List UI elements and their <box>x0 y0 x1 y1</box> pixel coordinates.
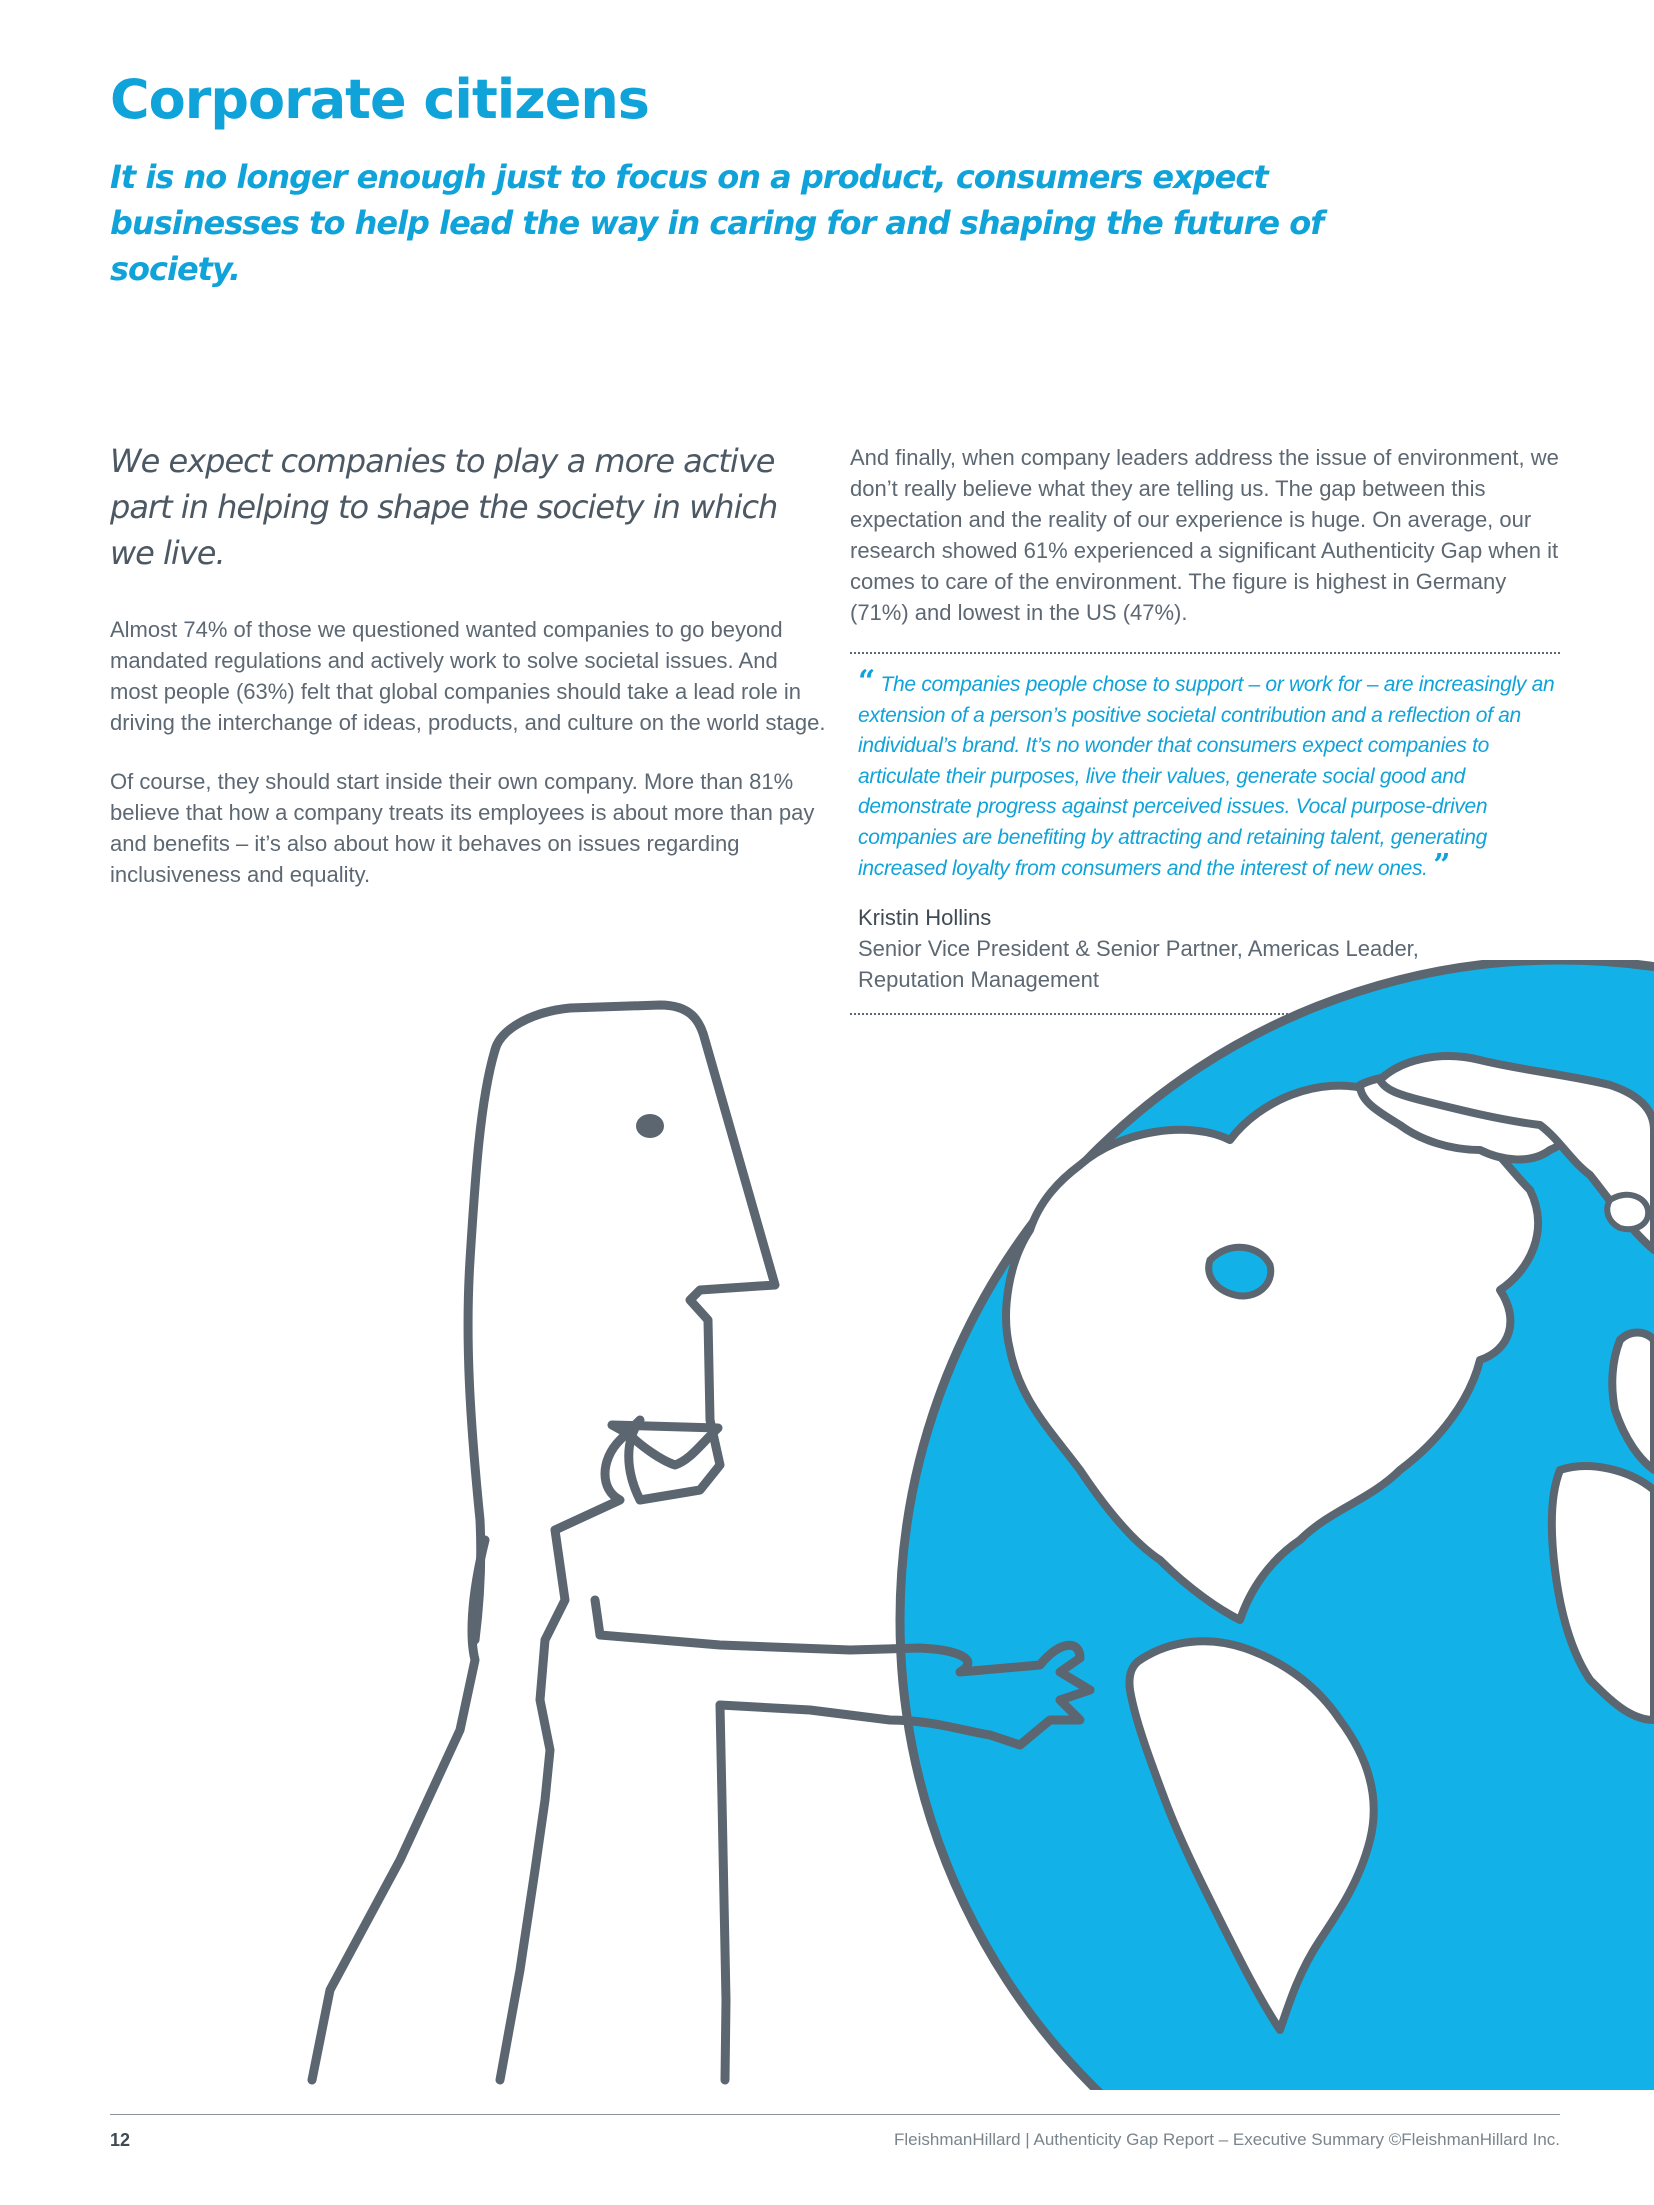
illustration <box>0 960 1654 2090</box>
globe-illustration <box>900 960 1654 2090</box>
body-paragraph-2: Of course, they should start inside their own company. More than 81% believe that how a company treats its employees is about more than pay and benefits – it’s also about how it behaves on issues regarding inclusiveness and equality. <box>110 769 815 887</box>
footer-text: FleishmanHillard | Authenticity Gap Report – Executive Summary ©FleishmanHillard Inc. <box>893 2130 1560 2149</box>
person-head-outline <box>495 1005 775 2080</box>
quote-body: The companies people chose to support – or work for – are increasingly an extension of a person’s positive societal contribution and a reflection of an individual’s brand. It’s no wonder that consumers expect companies to articulate their purposes, live their values, generate social good and demonstrate progress against perceived issues. Vocal purpose-driven companies are benefiting by attracting and retaining talent, generating increased loyalty from consumers and the interest of new ones. <box>858 673 1555 880</box>
quote-author-department: Reputation Management <box>858 967 1099 993</box>
person-forearm <box>720 1705 726 2080</box>
right-column <box>850 442 1560 1015</box>
page-subtitle: It is no longer enough just to focus on a product, consumers expect businesses to help lead the way in caring for and shaping the future of society. <box>110 158 1324 288</box>
body-paragraph-3: And finally, when company leaders address the issue of environment, we don’t really believe what they are telling us. The gap between this expectation and the reality of our experience is huge. On average, our research showed 61% experienced a significant Authenticity Gap when it comes to care of the environment. The figure is highest in Germany (71%) and lowest in the US (47%). <box>850 445 1559 625</box>
person-shoulder-line <box>595 1600 600 1635</box>
body-paragraph-1: Almost 74% of those we questioned wanted companies to go beyond mandated regulations and actively work to solve societal issues. And most people (63%) felt that global companies should take a lead role in driving the interchange of ideas, products, and culture on the world stage. <box>110 617 826 735</box>
person-back <box>312 1540 485 2080</box>
quote-text <box>858 664 1560 884</box>
person-eye <box>636 1114 664 1138</box>
quote-author: Kristin Hollins <box>858 905 992 931</box>
close-quote-icon: ” <box>1433 847 1451 883</box>
quote-author-title: Senior Vice President & Senior Partner, Americas Leader, <box>858 936 1419 962</box>
island-small <box>1607 1195 1648 1229</box>
page-number: 12 <box>110 2130 131 2150</box>
lead-statement: We expect companies to play a more active part in helping to shape the society in which we live. <box>110 442 778 572</box>
island-hudson <box>1209 1247 1271 1296</box>
left-column <box>110 438 830 918</box>
footer-divider <box>110 2114 1560 2115</box>
page-title: Corporate citizens <box>110 68 649 131</box>
open-quote-icon: “ <box>858 664 875 699</box>
